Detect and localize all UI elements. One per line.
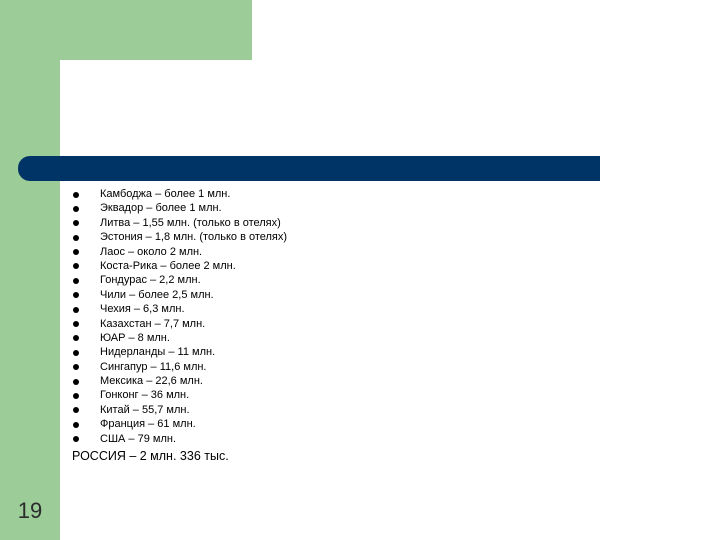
list-item-text: Камбоджа – более 1 млн.	[100, 188, 231, 200]
title-bar	[18, 156, 600, 181]
list-item	[72, 331, 287, 345]
bullet-icon	[73, 364, 79, 370]
bullet-icon	[73, 350, 79, 356]
list-item	[72, 201, 287, 215]
list-item-text: Чили – более 2,5 млн.	[100, 288, 214, 301]
bullet-icon	[73, 263, 79, 269]
list-item-text: Франция – 61 млн.	[100, 418, 196, 431]
list-item-text: Китай – 55,7 млн.	[100, 403, 190, 416]
bullet-icon	[73, 192, 79, 198]
list-item	[72, 273, 287, 287]
list-item	[72, 317, 287, 331]
bullet-icon	[73, 206, 79, 212]
corner-decoration	[60, 60, 120, 120]
page-number: 19	[17, 498, 43, 523]
list-item	[72, 345, 287, 359]
list-item-text: Казахстан – 7,7 млн.	[100, 317, 206, 330]
list-item	[72, 360, 287, 374]
list-item	[72, 216, 287, 230]
list-item	[72, 417, 287, 431]
bullet-icon	[73, 407, 79, 413]
list-item-text: Мексика – 22,6 млн.	[100, 375, 203, 388]
list-item-text: Коста-Рика – более 2 млн.	[100, 259, 236, 272]
list-item-text: Лаос – около 2 млн.	[100, 245, 203, 258]
list-item	[72, 388, 287, 402]
bullet-icon	[73, 307, 79, 313]
bullet-icon	[73, 379, 79, 385]
list-item-text: Гондурас – 2,2 млн.	[100, 274, 201, 287]
list-item	[72, 302, 287, 316]
list-item	[72, 259, 287, 273]
bullet-icon	[73, 321, 79, 327]
list-item-text: ЮАР – 8 млн.	[100, 331, 170, 344]
list-item	[72, 374, 287, 388]
bullet-icon	[73, 249, 79, 255]
bullet-icon	[73, 335, 79, 341]
bullet-icon	[73, 292, 79, 298]
list-item	[72, 403, 287, 417]
side-decoration	[0, 0, 60, 540]
bullet-icon	[73, 235, 79, 241]
bullet-list	[72, 187, 287, 446]
list-item-text: Сингапур – 11,6 млн.	[100, 360, 207, 373]
bullet-icon	[73, 278, 79, 284]
list-item-text: Эквадор – более 1 млн.	[100, 202, 222, 215]
list-item	[72, 245, 287, 259]
list-item	[72, 288, 287, 302]
list-item-text: Литва – 1,55 млн. (только в отелях)	[100, 216, 281, 229]
list-item-text: Нидерланды – 11 млн.	[100, 346, 216, 359]
list-item	[72, 432, 287, 446]
bullet-icon	[73, 220, 79, 226]
list-item	[72, 230, 287, 244]
list-item-text: Чехия – 6,3 млн.	[100, 303, 185, 316]
top-decoration	[0, 0, 252, 60]
list-item-text: Гонконг – 36 млн.	[100, 389, 190, 402]
list-item-text: Эстония – 1,8 млн. (только в отелях)	[100, 231, 288, 244]
bullet-icon	[73, 436, 79, 442]
list-item	[72, 187, 287, 201]
bullet-icon	[73, 393, 79, 399]
summary-text: РОССИЯ – 2 млн. 336 тыс.	[72, 449, 229, 463]
bullet-icon	[73, 422, 79, 428]
list-item-text: США – 79 млн.	[100, 432, 176, 445]
